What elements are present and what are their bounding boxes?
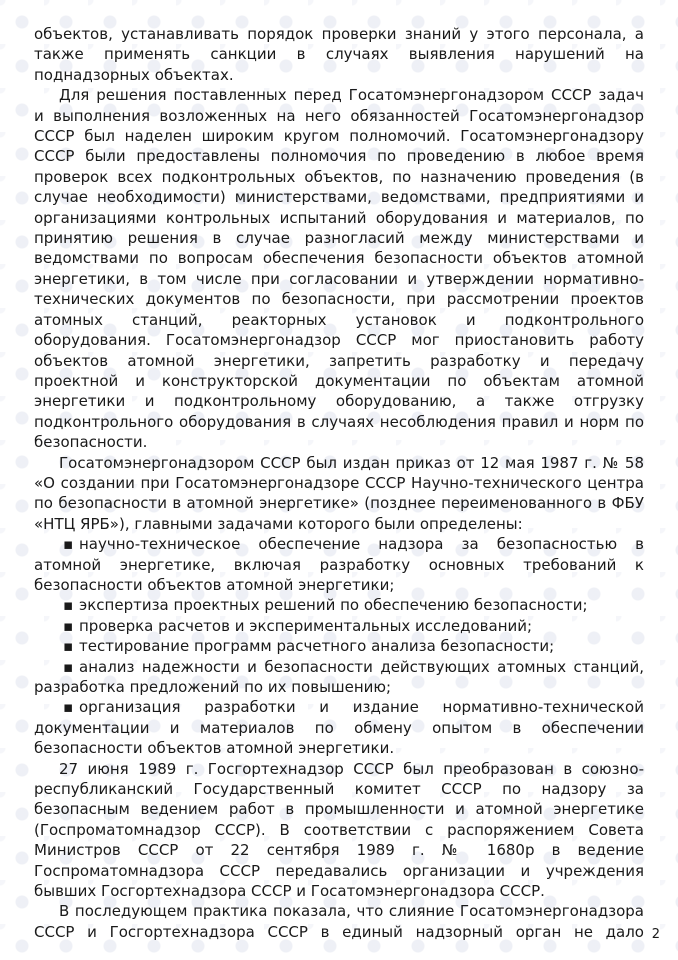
document-page xyxy=(34,24,644,942)
bullet-text: экспертиза проектных решений по обеспечению безопасности; xyxy=(79,596,588,615)
paragraph-powers: Для решения поставленных перед Госатомэнергонадзором СССР задач и выполнения возложенных на него обязанностей Госатомэнергонадзор СССР был наделен широким кругом полномочий. Госатомэнергонадзору СССР были предоставлены полномочия по проведению в любое время проверок всех подконтрольных объектов, по назначению проведения (в случае необходимости) министерствами, ведомствами, предприятиями и организациями контрольных испытаний оборудования и материалов, по принятию решения в случае разногласий между министерствами и ведомствами по вопросам обеспечения безопасности объектов атомной энергетики, в том числе при согласовании и утверждении нормативно-технических документов по безопасности, при рассмотрении проектов атомных станций, реакторных установок и подконтрольного оборудования. Госатомэнергонадзор СССР мог приостановить работу объектов атомной энергетики, запретить разработку и передачу проектной и конструкторской документации по объектам атомной энергетики и подконтрольному оборудованию, а также отгрузку подконтрольного оборудования в случаях несоблюдения правил и норм по безопасности. xyxy=(34,86,644,452)
bullet-item xyxy=(34,534,644,595)
bullet-square-icon: ▪ xyxy=(63,535,74,554)
bullet-text: проверка расчетов и экспериментальных исследований; xyxy=(79,616,533,635)
paragraph-practice: В последующем практика показала, что слияние Госатомэнергонадзора СССР и Госгортехнадзора СССР в единый надзорный орган не дало xyxy=(34,902,644,941)
bullet-square-icon: ▪ xyxy=(63,616,74,635)
bullet-square-icon: ▪ xyxy=(63,637,74,656)
bullet-item xyxy=(34,697,644,758)
bullet-text: тестирование программ расчетного анализа безопасности; xyxy=(79,637,555,656)
bullet-item xyxy=(34,636,644,656)
bullet-square-icon: ▪ xyxy=(63,698,74,717)
bullet-text: научно-техническое обеспечение надзора за безопасностью в атомной энергетике, включая разработку основных требований к безопасности объектов атомной энергетики; xyxy=(34,535,644,594)
bullet-text: организация разработки и издание нормативно-технической документации и материалов по обмену опытом в обеспечении безопасности объектов атомной энергетики. xyxy=(34,698,644,758)
paragraph-gosproatomnadzor: 27 июня 1989 г. Госгортехнадзор СССР был преобразован в союзно-республиканский Государственный комитет СССР по надзору за безопасным ведением работ в промышленности и атомной энергетике (Госпроматомнадзор СССР). В соответствии с распоряжением Совета Министров СССР от 22 сентября 1989 г. № 1680р в ведение Госпроматомнадзора СССР передавались организации и учреждения бывших Госгортехнадзора СССР и Госатомэнергонадзора СССР. xyxy=(34,759,644,901)
page-number: 2 xyxy=(651,927,660,942)
bullet-item xyxy=(34,595,644,615)
bullet-square-icon: ▪ xyxy=(63,596,74,615)
paragraph-continuation: объектов, устанавливать порядок проверки знаний у этого персонала, а также применять санкции в случаях выявления нарушений на поднадзорных объектах. xyxy=(34,25,644,84)
bullet-square-icon: ▪ xyxy=(63,657,74,676)
bullet-item xyxy=(34,657,644,698)
paragraph-order: Госатомэнергонадзором СССР был издан приказ от 12 мая 1987 г. № 58 «О создании при Госатомэнергонадзоре СССР Научно-технического центра по безопасности в атомной энергетике» (позднее переименованного в ФБУ «НТЦ ЯРБ»), главными задачами которого были определены: xyxy=(34,453,644,533)
bullet-item xyxy=(34,616,644,636)
bullet-text: анализ надежности и безопасности действующих атомных станций, разработка предложений по их повышению; xyxy=(34,657,644,696)
